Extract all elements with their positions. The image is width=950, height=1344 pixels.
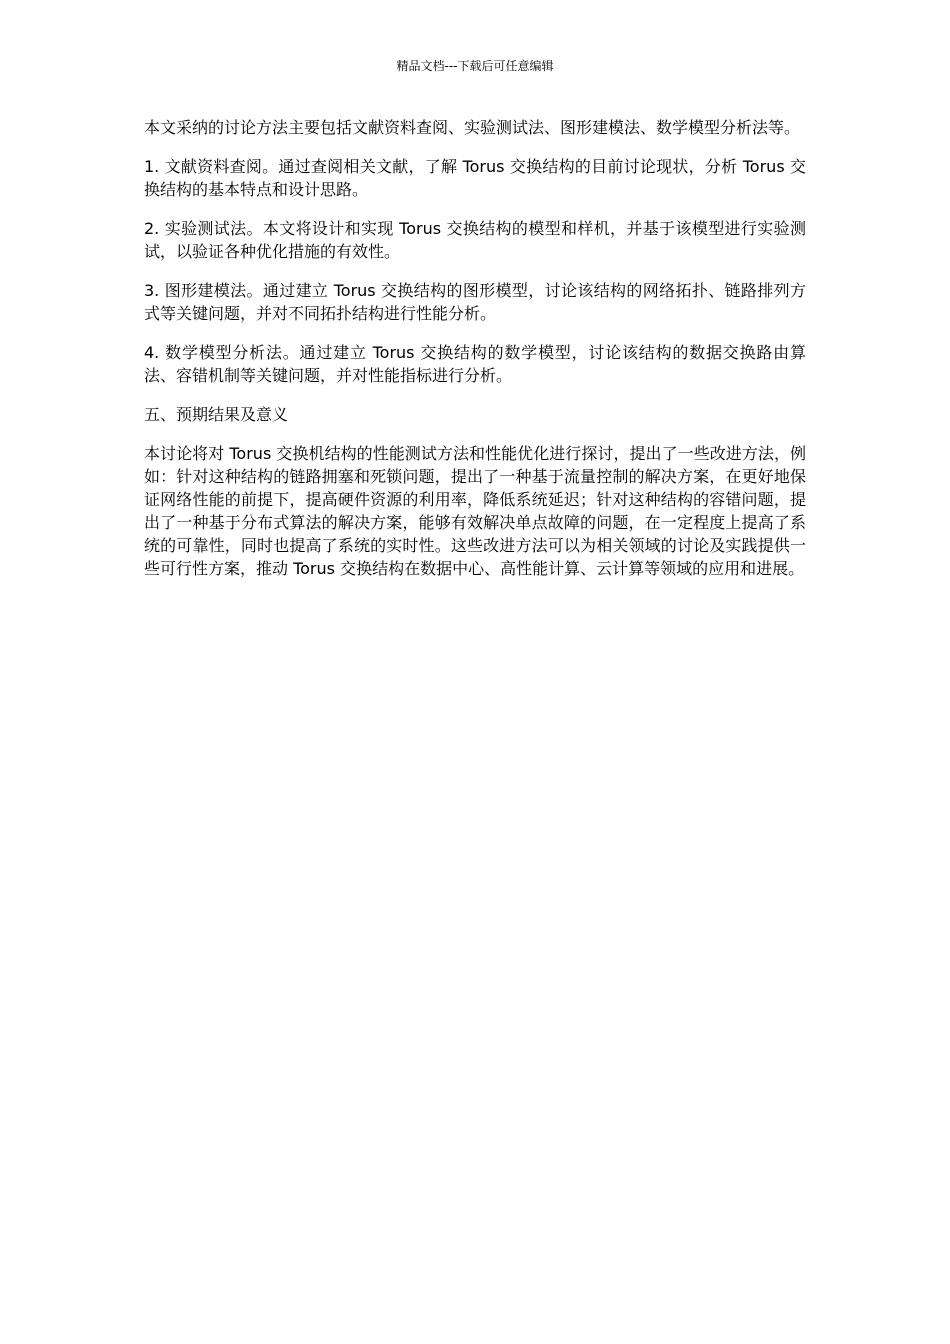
method-item-graph-modeling: 3. 图形建模法。通过建立 Torus 交换结构的图形模型，讨论该结构的网络拓扑、链路排列方式等关键问题，并对不同拓扑结构进行性能分析。 bbox=[144, 281, 806, 323]
intro-paragraph: 本文采纳的讨论方法主要包括文献资料查阅、实验测试法、图形建模法、数学模型分析法等。 bbox=[144, 118, 801, 137]
method-item-experiment: 2. 实验测试法。本文将设计和实现 Torus 交换结构的模型和样机，并基于该模型进行实验测试，以验证各种优化措施的有效性。 bbox=[144, 219, 806, 261]
method-item-literature: 1. 文献资料查阅。通过查阅相关文献，了解 Torus 交换结构的目前讨论现状，分析 Torus 交换结构的基本特点和设计思路。 bbox=[144, 157, 806, 199]
results-paragraph: 本讨论将对 Torus 交换机结构的性能测试方法和性能优化进行探讨，提出了一些改进方法，例如：针对这种结构的链路拥塞和死锁问题，提出了一种基于流量控制的解决方案，在更好地保证网络性能的前提下，提高硬件资源的利用率，降低系统延迟；针对这种结构的容错问题，提出了一种基于分布式算法的解决方案，能够有效解决单点故障的问题，在一定程度上提高了系统的可靠性，同时也提高了系统的实时性。这些改进方法可以为相关领域的讨论及实践提供一些可行性方案，推动 Torus 交换结构在数据中心、高性能计算、云计算等领域的应用和进展。 bbox=[144, 444, 806, 578]
page-header: 精品文档---下载后可任意编辑 bbox=[396, 59, 554, 73]
method-item-math-model: 4. 数学模型分析法。通过建立 Torus 交换结构的数学模型，讨论该结构的数据交换路由算法、容错机制等关键问题，并对性能指标进行分析。 bbox=[144, 343, 806, 385]
document-body bbox=[144, 116, 806, 596]
section-heading: 五、预期结果及意义 bbox=[144, 405, 289, 424]
